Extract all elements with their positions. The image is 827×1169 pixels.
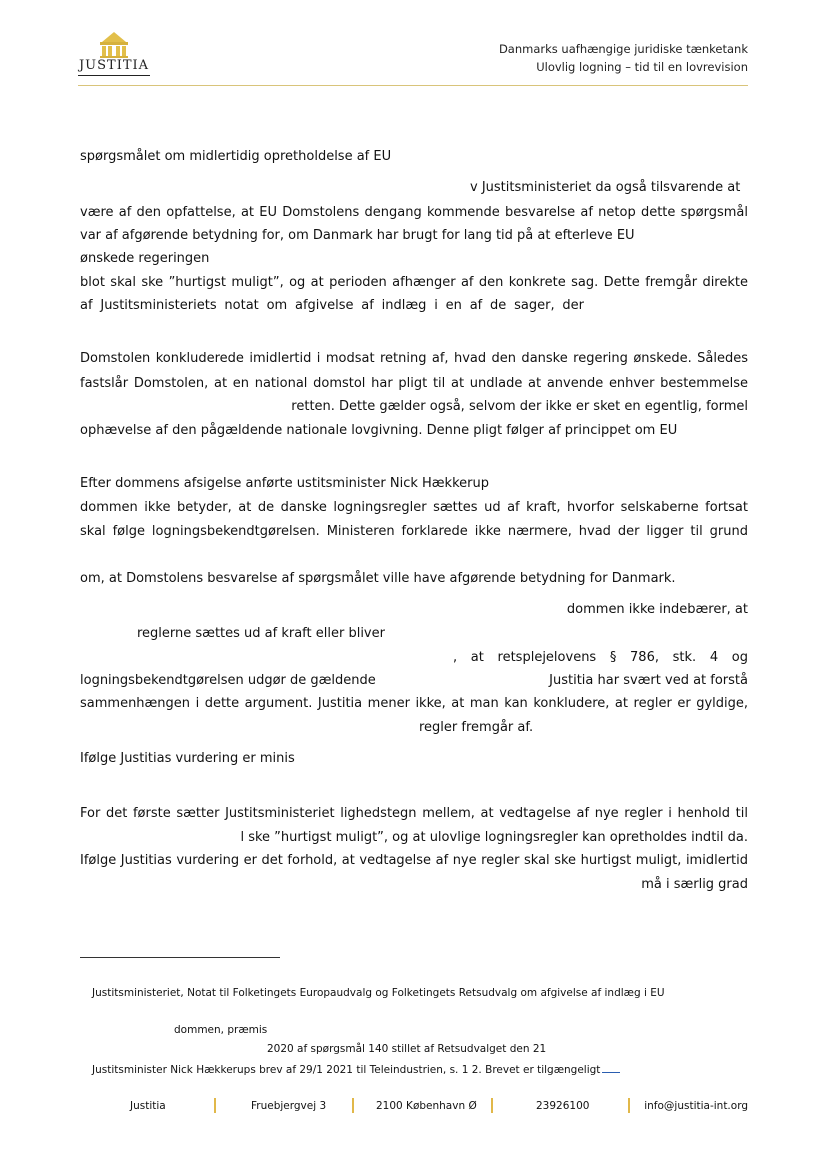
body-line: ønskede regeringen	[80, 251, 210, 266]
body-line: Ifølge Justitias vurdering er det forhold, at vedtagelse af nye regler skal ske hurtigst muligt, imidlertid	[80, 853, 748, 868]
body-line: skal følge logningsbekendtgørelsen. Ministeren forklarede ikke nærmere, hvad der ligger til grund	[80, 524, 748, 539]
body-line: være af den opfattelse, at EU Domstolens dengang kommende besvarelse af netop dette spørgsmål	[80, 205, 748, 220]
body-line: sammenhængen i dette argument. Justitia mener ikke, at man kan konkludere, at regler er gyldige,	[80, 696, 748, 711]
body-line: l ske ”hurtigst muligt”, og at ulovlige logningsregler kan opretholdes indtil da.	[240, 830, 748, 845]
body-line: ophævelse af den pågældende nationale lovgivning. Denne pligt følger af princippet om EU	[80, 423, 678, 438]
logo-wordmark: JUSTITIA	[78, 58, 150, 73]
footer-separator	[491, 1098, 493, 1113]
footer-street: Fruebjergvej 3	[251, 1100, 327, 1112]
body-line: regler fremgår af.	[419, 720, 534, 735]
body-line: må i særlig grad	[641, 877, 748, 892]
header-line-2: Ulovlig logning – tid til en lovrevision	[536, 60, 748, 74]
body-line: Ifølge Justitias vurdering er minis	[80, 751, 295, 766]
body-line: spørgsmålet om midlertidig opretholdelse af EU	[80, 149, 392, 164]
page-footer	[80, 1100, 748, 1116]
header-divider	[78, 85, 748, 86]
header-tagline	[499, 42, 748, 74]
logo-underline	[78, 75, 150, 76]
body-line: dommen ikke indebærer, at	[566, 602, 748, 617]
footnote: 2020 af spørgsmål 140 stillet af Retsudvalget den 21	[267, 1043, 547, 1055]
footer-separator	[352, 1098, 354, 1113]
footnote	[92, 1062, 620, 1077]
footer-city: 2100 København Ø	[376, 1100, 477, 1112]
footnote: dommen, præmis	[174, 1024, 268, 1036]
body-line: v Justitsministeriet da også tilsvarende at	[470, 180, 741, 195]
footer-separator	[214, 1098, 216, 1113]
footnote-text: Justitsminister Nick Hækkerups brev af 29/1 2021 til Teleindustrien, s. 1 2. Brevet er tilgængeligt	[92, 1064, 601, 1076]
footer-separator	[628, 1098, 630, 1113]
body-line: Domstolen konkluderede imidlertid i modsat retning af, hvad den danske regering ønskede. Således	[80, 351, 748, 366]
body-line: For det første sætter Justitsministeriet lighedstegn mellem, at vedtagelse af nye regler i henhold til	[80, 806, 748, 821]
body-line: dommen ikke betyder, at de danske logningsregler sættes ud af kraft, hvorfor selskaberne fortsat	[80, 500, 748, 515]
footnote: Justitsministeriet, Notat til Folketingets Europaudvalg og Folketingets Retsudvalg om afgivelse af indlæg i EU	[92, 987, 665, 999]
body-line: Justitia har svært ved at forstå	[549, 673, 748, 688]
body-line: om, at Domstolens besvarelse af spørgsmålet ville have afgørende betydning for Danmark.	[80, 571, 676, 586]
header-line-1: Danmarks uafhængige juridiske tænketank	[498, 42, 748, 56]
body-line: reglerne sættes ud af kraft eller bliver	[137, 626, 385, 641]
body-line: af Justitsministeriets notat om afgivelse af indlæg i en af de sager, der	[80, 298, 584, 313]
body-line: logningsbekendtgørelsen udgør de gældende	[80, 673, 376, 688]
footnote-divider	[80, 957, 280, 958]
body-line: var af afgørende betydning for, om Danmark har brugt for lang tid på at efterleve EU	[80, 228, 635, 243]
body-line: , at retsplejelovens § 786, stk. 4 og	[453, 650, 748, 665]
footer-email[interactable]: info@justitia-int.org	[644, 1100, 748, 1112]
body-line: Efter dommens afsigelse anførte ustitsminister Nick Hækkerup	[80, 476, 489, 491]
body-line: retten. Dette gælder også, selvom der ikke er sket en egentlig, formel	[291, 399, 748, 414]
footer-phone: 23926100	[536, 1100, 590, 1112]
footer-org: Justitia	[130, 1100, 166, 1112]
footnote-link[interactable]	[602, 1062, 620, 1073]
body-line: fastslår Domstolen, at en national domstol har pligt til at undlade at anvende enhver bestemmelse	[80, 376, 748, 391]
body-line: blot skal ske ”hurtigst muligt”, og at perioden afhænger af den konkrete sag. Dette fremgår direkte	[80, 275, 748, 290]
